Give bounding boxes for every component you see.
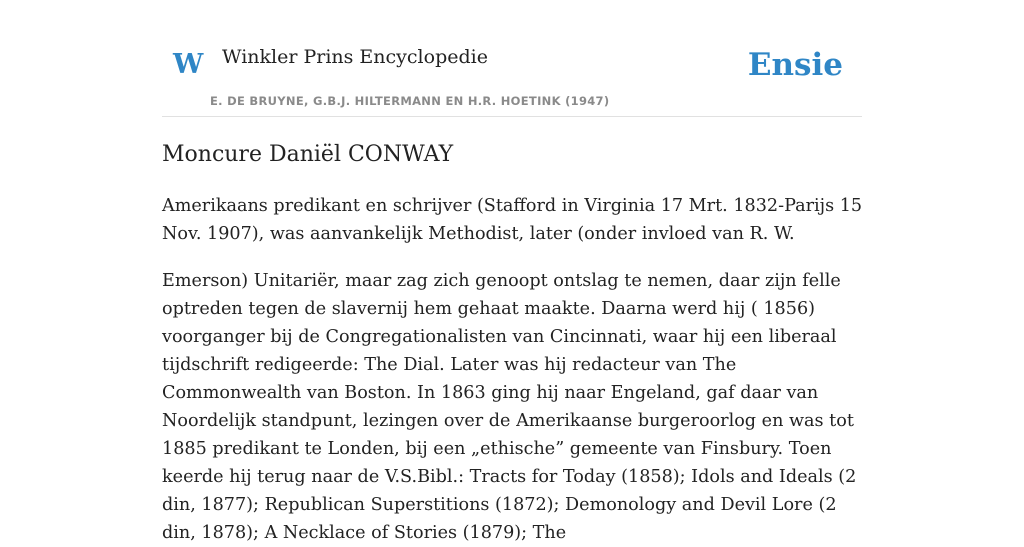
source-authors: E. DE BRUYNE, G.B.J. HILTERMANN EN H.R. HOETINK (1947) [210, 94, 610, 108]
article-title: Moncure Daniël CONWAY [162, 142, 454, 167]
article [162, 140, 866, 547]
header [162, 0, 862, 117]
ensie-logo-link[interactable]: Ensie [747, 47, 843, 83]
article-paragraph: Amerikaans predikant en schrijver (Stafford in Virginia 17 Mrt. 1832-Parijs 15 Nov. 1907), was aanvankelijk Methodist, later (onder invloed van R. W. [162, 196, 863, 244]
article-paragraph: Emerson) Unitariër, maar zag zich genoopt ontslag te nemen, daar zijn felle optreden tegen de slavernij hem gehaat maakte. Daarna werd hij ( 1856) voorganger bij de Congregationalisten van Cincinnati, waar hij een liberaal tijdschrift redigeerde: The Dial. Later was hij redacteur van The Commonwealth van Boston. In 1863 ging hij naar Engeland, gaf daar van Noordelijk standpunt, lezingen over de Amerikaanse burgeroorlog en was tot 1885 predikant te Londen, bij een „ethische” gemeente van Finsbury. Toen keerde hij terug naar de V.S.Bibl.: Tracts for Today (1858); Idols and Ideals (2 din, 1877); Republican Superstitions (1872); Demonology and Devil Lore (2 din, 1878); A Necklace of Stories (1879); The [162, 271, 857, 543]
winkler-prins-logo[interactable]: W [173, 49, 204, 80]
source-title[interactable]: Winkler Prins Encyclopedie [222, 46, 488, 68]
